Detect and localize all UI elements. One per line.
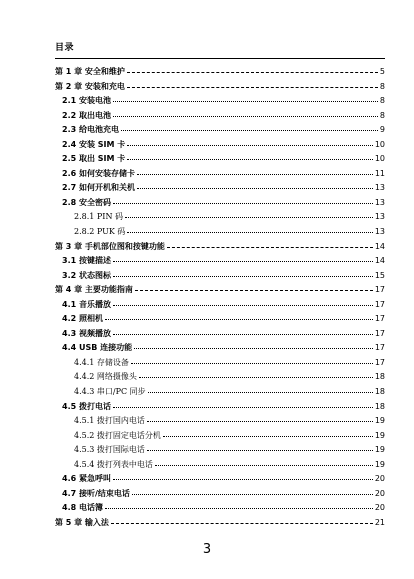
toc-entry-title: 4.1 音乐播放 (62, 299, 111, 309)
toc-entry-page: 17 (374, 314, 385, 324)
toc-entry[interactable] (55, 240, 385, 255)
toc-entry[interactable] (55, 414, 385, 429)
toc-leader (113, 116, 378, 117)
toc-entry[interactable] (55, 370, 385, 385)
toc-leader (131, 363, 373, 364)
page-number: 3 (202, 542, 212, 557)
toc-entry[interactable] (55, 487, 385, 502)
toc-entry-page: 17 (374, 328, 385, 338)
toc-entry-page: 8 (379, 110, 385, 120)
toc-entry-page: 18 (374, 372, 385, 382)
toc-entry[interactable] (55, 443, 385, 458)
toc-entry-title: 4.2 照相机 (62, 314, 103, 324)
toc-entry[interactable] (55, 181, 385, 196)
toc-leader (132, 494, 373, 495)
toc-leader (113, 261, 373, 262)
toc-entry-page: 19 (374, 416, 385, 426)
toc-leader (125, 217, 373, 218)
toc-entry-page: 15 (374, 270, 385, 280)
toc-entry-title: 4.8 电话簿 (62, 503, 103, 513)
toc-entry-page: 13 (374, 197, 385, 207)
toc-leader (113, 407, 373, 408)
page-title: 目录 (55, 43, 75, 53)
toc-entry-page: 10 (374, 139, 385, 149)
toc-entry[interactable] (55, 225, 385, 240)
toc-leader (167, 247, 373, 248)
toc-entry[interactable] (55, 516, 385, 531)
toc-entry[interactable] (55, 210, 385, 225)
toc-entry-page: 20 (374, 474, 385, 484)
toc-entry-title: 4.4 USB 连接功能 (62, 343, 133, 353)
toc-leader (113, 479, 373, 480)
toc-leader (147, 450, 373, 451)
toc-entry-title: 4.5.2 拨打固定电话分机 (74, 430, 161, 440)
toc-entry[interactable] (55, 472, 385, 487)
toc-entry[interactable] (55, 341, 385, 356)
toc-entry[interactable] (55, 429, 385, 444)
toc-leader (148, 392, 373, 393)
toc-entry[interactable] (55, 152, 385, 167)
toc-entry-page: 20 (374, 503, 385, 513)
toc-entry-title: 第 3 章 手机部位图和按键功能 (55, 241, 165, 251)
toc-entry-page: 9 (379, 125, 385, 135)
toc-entry[interactable] (55, 458, 385, 473)
toc-entry-title: 2.3 给电池充电 (62, 125, 119, 135)
toc-entry-page: 13 (374, 212, 385, 222)
toc-entry[interactable] (55, 269, 385, 284)
toc-entry-title: 4.7 接听/结束电话 (62, 488, 130, 498)
toc-leader (134, 348, 373, 349)
toc-entry-title: 第 1 章 安全和维护 (55, 67, 125, 76)
toc-entry-title: 3.1 按键描述 (62, 256, 111, 266)
toc-leader (113, 101, 378, 102)
toc-leader (137, 188, 373, 189)
toc-leader (105, 508, 373, 509)
toc-entry-page: 13 (374, 183, 385, 193)
toc-leader (121, 130, 378, 131)
toc-entry-page: 5 (379, 67, 385, 76)
toc-leader (139, 377, 373, 378)
toc-entry-title: 4.5 拨打电话 (62, 401, 111, 411)
toc-entry-title: 2.7 如何开机和关机 (62, 183, 135, 193)
toc-entry-page: 17 (374, 357, 385, 367)
toc-entry-page: 17 (374, 299, 385, 309)
toc-leader (127, 159, 373, 160)
toc-entry[interactable] (55, 65, 385, 80)
toc-entry-title: 4.4.1 存储设备 (74, 357, 129, 367)
toc-entry-title: 2.8.2 PUK 码 (74, 227, 126, 237)
toc-entry-title: 第 2 章 安装和充电 (55, 81, 125, 91)
toc-entry[interactable] (55, 254, 385, 269)
toc-entry[interactable] (55, 109, 385, 124)
toc-leader (163, 436, 373, 437)
toc-entry[interactable] (55, 138, 385, 153)
toc-leader (113, 334, 373, 335)
table-of-contents (55, 65, 385, 531)
toc-entry[interactable] (55, 167, 385, 182)
toc-leader (127, 232, 372, 233)
toc-entry-title: 2.2 取出电池 (62, 110, 111, 120)
toc-entry-page: 20 (374, 488, 385, 498)
toc-entry-title: 第 5 章 输入法 (55, 517, 109, 527)
toc-leader (147, 421, 373, 422)
toc-entry[interactable] (55, 312, 385, 327)
toc-entry[interactable] (55, 283, 385, 298)
toc-entry[interactable] (55, 123, 385, 138)
toc-entry[interactable] (55, 196, 385, 211)
toc-entry-title: 4.5.4 拨打列表中电话 (74, 459, 153, 469)
toc-entry-title: 3.2 状态图标 (62, 270, 111, 280)
toc-leader (113, 276, 373, 277)
toc-entry-title: 2.8 安全密码 (62, 197, 111, 207)
toc-entry-title: 2.4 安装 SIM 卡 (62, 139, 126, 149)
toc-leader (105, 319, 373, 320)
toc-leader (111, 523, 373, 524)
toc-entry-page: 10 (374, 154, 385, 164)
toc-leader (113, 305, 373, 306)
toc-entry[interactable] (55, 298, 385, 313)
toc-entry-page: 14 (374, 241, 385, 251)
toc-leader (113, 203, 373, 204)
toc-entry-page: 8 (379, 81, 385, 91)
toc-entry-page: 17 (374, 343, 385, 353)
toc-entry-title: 4.6 紧急呼叫 (62, 474, 111, 484)
toc-leader (135, 290, 373, 291)
toc-entry[interactable] (55, 356, 385, 371)
toc-entry[interactable] (55, 400, 385, 415)
toc-entry-title: 4.5.1 拨打国内电话 (74, 416, 145, 426)
toc-entry-page: 19 (374, 459, 385, 469)
toc-entry-page: 11 (374, 168, 385, 178)
toc-entry[interactable] (55, 94, 385, 109)
toc-entry-page: 21 (374, 517, 385, 527)
toc-entry-title: 2.1 安装电池 (62, 96, 111, 106)
toc-entry-page: 19 (374, 445, 385, 455)
toc-entry[interactable] (55, 327, 385, 342)
toc-entry-title: 4.4.3 串口/PC 同步 (74, 387, 146, 397)
toc-entry-title: 2.5 取出 SIM 卡 (62, 154, 126, 164)
toc-entry-page: 13 (374, 227, 385, 237)
toc-entry-title: 4.5.3 拨打国际电话 (74, 445, 145, 455)
toc-entry-page: 18 (374, 401, 385, 411)
toc-entry[interactable] (55, 385, 385, 400)
toc-entry-page: 18 (374, 387, 385, 397)
toc-entry-page: 14 (374, 256, 385, 266)
toc-entry[interactable] (55, 80, 385, 95)
toc-entry-title: 2.6 如何安装存储卡 (62, 168, 135, 178)
toc-leader (127, 145, 373, 146)
toc-entry-title: 2.8.1 PIN 码 (74, 212, 123, 222)
toc-entry-page: 19 (374, 430, 385, 440)
toc-entry[interactable] (55, 501, 385, 516)
toc-entry-page: 8 (379, 96, 385, 106)
toc-leader (127, 72, 378, 73)
toc-leader (127, 87, 378, 88)
toc-leader (155, 465, 373, 466)
toc-entry-title: 4.3 视频播放 (62, 328, 111, 338)
toc-leader (137, 174, 373, 175)
toc-entry-page: 17 (374, 285, 385, 295)
toc-entry-title: 第 4 章 主要功能指南 (55, 285, 133, 295)
title-divider (55, 58, 385, 59)
toc-entry-title: 4.4.2 网络摄像头 (74, 372, 137, 382)
